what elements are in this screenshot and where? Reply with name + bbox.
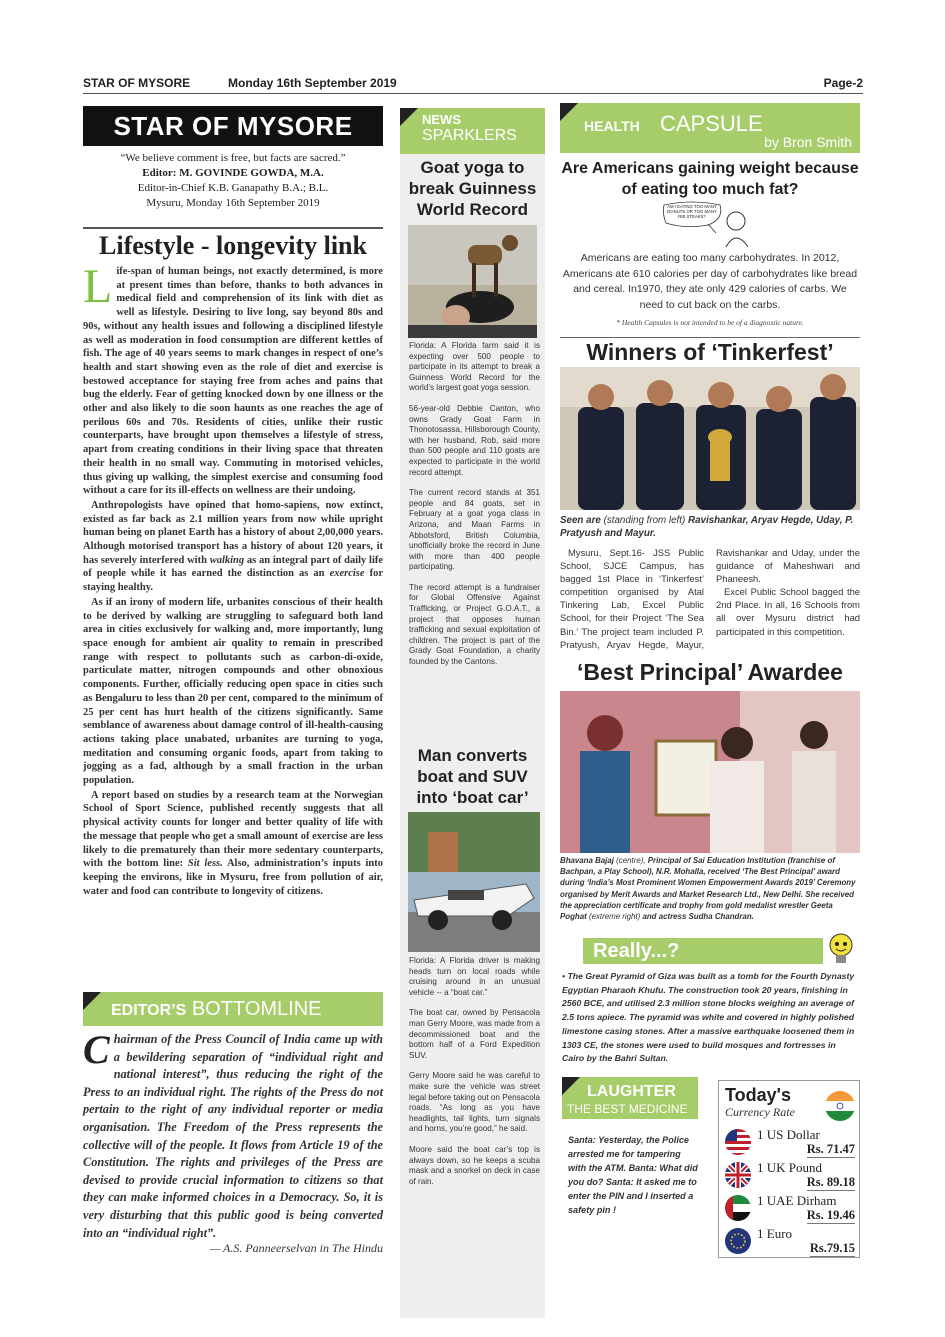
editorial-paragraph: As if an irony of modern life, urbanites conscious of their health to be derived by walking are struggling to safeguard both land area in cities exclusively for walking and, more importantly, lung space enough for ambient air quality to remain in prescribed range with respect to pollutants such as carbon-di-oxide, particulate matter, nitrogen compounds and other obnoxious components. Further, officially reducing open space in cities such as Bengaluru to less than 20 per cent, compared to the minimum of 25 per cent has hurt health of the citizens significantly. Same semblance of awareness about damage control of ill-health-causing actions taking place unabated, urbanites are turning to yoga, meditation and consuming organic foods, apart from taking to jogging as a fad, although by a small fraction in the urban population.: [83, 596, 383, 787]
boat-car-article: [409, 956, 540, 1197]
tinkerfest-article: [560, 546, 860, 651]
goat-yoga-image: [408, 225, 537, 338]
article-paragraph: Florida: A Florida farm said it is expecting over 500 people to participate in its attempt to break a Guinness World Record for the world’s largest goat yoga session.: [409, 341, 540, 393]
article-paragraph: The record attempt is a fundraiser for Global Offensive Against Trafficking, or Project G.O.A.T., a project that opposes human trafficking and sexual exploitation of children. The project is part of the Grady Goat Foundation, a charity founded by the Cantons.: [409, 582, 540, 667]
article-paragraph: The boat car, owned by Pensacola man Gerry Moore, was made from a decommissioned boat and the bottom half of a Ford Expedition SUV.: [409, 1008, 540, 1060]
article-paragraph: Excel Public School bagged the 2nd Place. In all, 16 Schools from all over Mysuru district had participated in this competition.: [716, 586, 860, 637]
header-publication: STAR OF MYSORE: [83, 76, 191, 90]
article-paragraph: 56-year-old Debbie Canton, who owns Grady Goat Farm in Thonotosassa, Hillsborough County, with her husband, Rob, said more than 500 people and 110 goats are expected to participate in the world record attempt.: [409, 403, 540, 477]
principal-photo: [560, 691, 860, 853]
goat-yoga-headline: Goat yoga to break Guinness World Record: [408, 158, 537, 219]
banner-label-bottom: SPARKLERS: [422, 127, 517, 144]
article-paragraph: The current record stands at 351 people and 84 goats, set in February at a goat yoga class in Arizona, and Maan Farms in Abbotsford, British Columbia, unofficially broke the record in June with more than 400 people participating.: [409, 488, 540, 572]
header-date: Monday 16th September 2019: [228, 76, 397, 90]
eu-flag-icon: [725, 1228, 751, 1254]
really-text: • The Great Pyramid of Giza was built as a tomb for the Fourth Dynasty Egyptian Pharaoh Khufu. The construction took 20 years, finishing in 2560 BCE, and utilised 2.3 million stone blocks weighing an average of 2.5 tons apiece. The pyramid was white and covered in highly polished limestone casing stones. After a massive earthquake loosened them in 1303 CE, the stones were used to build mosques and fortresses in Cairo by the Bahri Sultan.: [562, 971, 855, 1064]
health-headline: Are Americans gaining weight because of eating too much fat?: [561, 160, 859, 198]
principal-headline: ‘Best Principal’ Awardee: [577, 659, 843, 685]
editor-in-chief: Editor-in-Chief K.B. Ganapathy B.A.; B.L.: [137, 182, 329, 194]
currency-value: Rs. 89.18: [806, 1175, 855, 1189]
boat-car-image: [408, 812, 540, 952]
principal-image: [560, 691, 860, 853]
editorial-paragraph: A report based on studies by a research team at the Norwegian School of Sport Science, published recently suggests that all physical activity counts for longer and better quality of life with the message that people who get a small amount of exercise are less likely to die prematurely than their more sedentary counterparts, with the bottom line: Sit less. Also, administration’s inputs into keeping the environs, like in Mysuru, free from pollution of air, water and food can contribute to longevity of citizens.: [83, 789, 384, 897]
health-capsule-banner: [560, 103, 860, 153]
motto: “We believe comment is free, but facts are sacred.”: [120, 152, 346, 164]
boat-car-photo: [408, 812, 540, 952]
editorial-article: [83, 260, 384, 899]
masthead-logo: STAR OF MYSORE: [83, 106, 383, 146]
banner-label-top: NEWS: [422, 112, 461, 127]
corner-mark: [562, 1077, 580, 1095]
corner-mark: [400, 108, 418, 126]
currency-subtitle: Currency Rate: [725, 1105, 795, 1119]
banner-label-main: CAPSULE: [660, 111, 763, 136]
bottomline-banner: [83, 992, 383, 1026]
editorial-paragraph: Anthropologists have opined that homo-sapiens, now extinct, existed as far back as 2.1 million years from now while upright human being on planet Earth has a history of about 2,00,000 years. Although motorised transport has a history of about 120 years, it has severely interfered with walking as an integral part of daily life of people while it has earned the distinction as an exercise for staying healthy.: [83, 499, 384, 594]
dateline: Mysuru, Monday 16th September 2019: [146, 197, 320, 209]
tinkerfest-headline: Winners of ‘Tinkerfest’: [560, 337, 860, 365]
running-header: [83, 76, 863, 94]
header-page-number: Page-2: [823, 76, 863, 90]
tinkerfest-photo: [560, 367, 860, 510]
bottomline-label: EDITOR’S BOTTOMLINE: [111, 998, 322, 1020]
lightbulb-icon: [826, 932, 856, 966]
currency-row-gbp: [723, 1160, 857, 1192]
us-flag-icon: [725, 1129, 751, 1155]
currency-value: Rs. 71.47: [806, 1142, 855, 1156]
currency-value: Rs.79.15: [809, 1241, 855, 1255]
health-disclaimer: * Health Capsules is not intended to be of a diagnostic nature.: [616, 318, 804, 327]
goat-yoga-article: [409, 341, 540, 678]
currency-name: 1 UK Pound: [757, 1160, 823, 1175]
drop-cap: L: [83, 260, 113, 313]
article-paragraph: Mysuru, Sept.16- JSS Public School, SJCE Campus, has bagged 1st Place in ‘Tinkerfest’ competition organised by Atal Tinkering Lab, Excel Public School, for their Project ‘The Sea Bin.’ The project team included P. Pratyush, Aryav Hegde, Mayur, Ravishankar and Uday, under the guidance of Maheshwari and Phaneesh.: [560, 547, 860, 650]
health-text: Americans are eating too many carbohydrates. In 2012, Americans ate 610 calories per day of carbohydrates like bread and cereal. In1970, they ate only 429 calories of carbs. We need to cut back on the carbs.: [562, 252, 858, 311]
banner-label-bottom: THE BEST MEDICINE: [567, 1102, 688, 1116]
news-sparklers-banner: [400, 108, 545, 154]
currency-title: Today's: [725, 1085, 791, 1105]
india-flag-icon: [825, 1091, 855, 1121]
article-paragraph: Moore said the boat car’s top is always down, so he keeps a scuba mask and a snorkel on deck in case of rain.: [409, 1144, 540, 1186]
tinkerfest-caption: Seen are (standing from left) Ravishankar, Aryav Hegde, Uday, P. Pratyush and Mayur.: [560, 515, 854, 539]
really-banner: Really...?: [583, 938, 823, 964]
currency-box: [718, 1080, 860, 1258]
lightbulb-image: [826, 932, 856, 966]
editor-name: Editor: M. GOVINDE GOWDA, M.A.: [142, 167, 324, 179]
currency-name: 1 US Dollar: [757, 1127, 820, 1142]
bottomline-text: Chairman of the Press Council of India came up with a bewildering separation of “individual right and national interest”, thus reducing the right of the Press to an individual right. The rights of the Press do not pertain to the right of any individual reporter or media organisation. The Freedom of the Press represents the collective will of the people. It flows from Article 19 of the Constitution. The rights and privileges of the Press are devised to provide crucial information to citizens so that they can make informed choices in a Democracy. So, it is very disturbing that this public good is being converted into an “individual right”.: [83, 1027, 383, 1240]
drop-cap: C: [83, 1027, 110, 1072]
tinkerfest-image: [560, 367, 860, 510]
health-cartoon: [662, 199, 762, 249]
editorial-paragraph: Life-span of human beings, not exactly determined, is more at present times than before, thanks to both advances in medical field and comprehension of its link with diet as well as lifestyle. Desiring to live long, say beyond 80s and 90s, without any health issues and following a disciplined lifestyle as well as moderation in food consumption are different kettles of fish. The age of 40 years seems to mark changes in respect of one’s health and start showing even as the role of diet and exercise is bestowed acceptance for staying free from aches and pains that bug the elderly. Fear of getting knocked down by one illness or the other and also likely to die soon haunts as one reaches the age of perilous 60s and 70s. Residents of cities, unlike their rustic counterparts, have brought upon themselves a lifestyle of stress, apart from creating conditions in their living space that threaten their health in no small way. Commuting in motorised vehicles, thus giving up walking, the simplest exercise and consuming food without a care for its ill-effects on wellness are their undoing.: [83, 260, 383, 497]
boat-car-headline: Man converts boat and SUV into ‘boat car’: [416, 746, 529, 807]
currency-row-aed: [723, 1193, 857, 1225]
currency-row-usd: [723, 1127, 857, 1159]
banner-label-top: LAUGHTER: [587, 1083, 676, 1100]
article-paragraph: Florida: A Florida driver is making heads turn on local roads while cruising around in an unusual vehicle -- a “boat car.”: [409, 956, 540, 997]
currency-name: 1 Euro: [757, 1226, 793, 1241]
laughter-text: Santa: Yesterday, the Police arrested me for tampering with the ATM. Banta: What did you do? Santa: It asked me to enter the PIN and I inserted a safety pin !: [568, 1135, 698, 1215]
currency-row-eur: [723, 1226, 857, 1258]
health-byline: by Bron Smith: [764, 134, 852, 150]
cartoon-speech: AM I EATING TOO MANY DONUTS OR TOO MANY RIB STEAKS?: [667, 204, 717, 219]
goat-yoga-photo: [408, 225, 537, 338]
currency-name: 1 UAE Dirham: [757, 1193, 837, 1208]
laughter-banner: [562, 1077, 698, 1119]
currency-value: Rs. 19.46: [806, 1208, 855, 1222]
cartoon-image: [662, 199, 762, 249]
corner-mark: [83, 992, 101, 1010]
bottomline-citation: — A.S. Panneerselvan in The Hindu: [209, 1241, 383, 1255]
corner-mark: [560, 103, 578, 121]
article-paragraph: Gerry Moore said he was careful to make sure the vehicle was street legal before taking out on Pensacola roads. “As long as you have headlights, tail lights, turn signals and horns, you’re good,” he said.: [409, 1071, 540, 1134]
uae-flag-icon: [725, 1195, 751, 1221]
uk-flag-icon: [725, 1162, 751, 1188]
editorial-headline: Lifestyle - longevity link: [83, 227, 383, 263]
editorial-info: [83, 151, 383, 211]
principal-caption: Bhavana Bajaj (centre), Principal of Sai Education Institution (franchise of Bachpan, a Play School), N.R. Mohalla, received ‘The Best Principal’ award during ‘India’s Most Prominent Women Empowerment Awards 2019’ Ceremony organised by Merit Awards and Market Research Ltd., New Delhi. She received the appreciation certificate and trophy from gold medalist wrestler Geeta Poghat (extreme right) and actress Sudha Chandran.: [560, 856, 856, 922]
banner-label-top: HEALTH: [584, 118, 640, 134]
